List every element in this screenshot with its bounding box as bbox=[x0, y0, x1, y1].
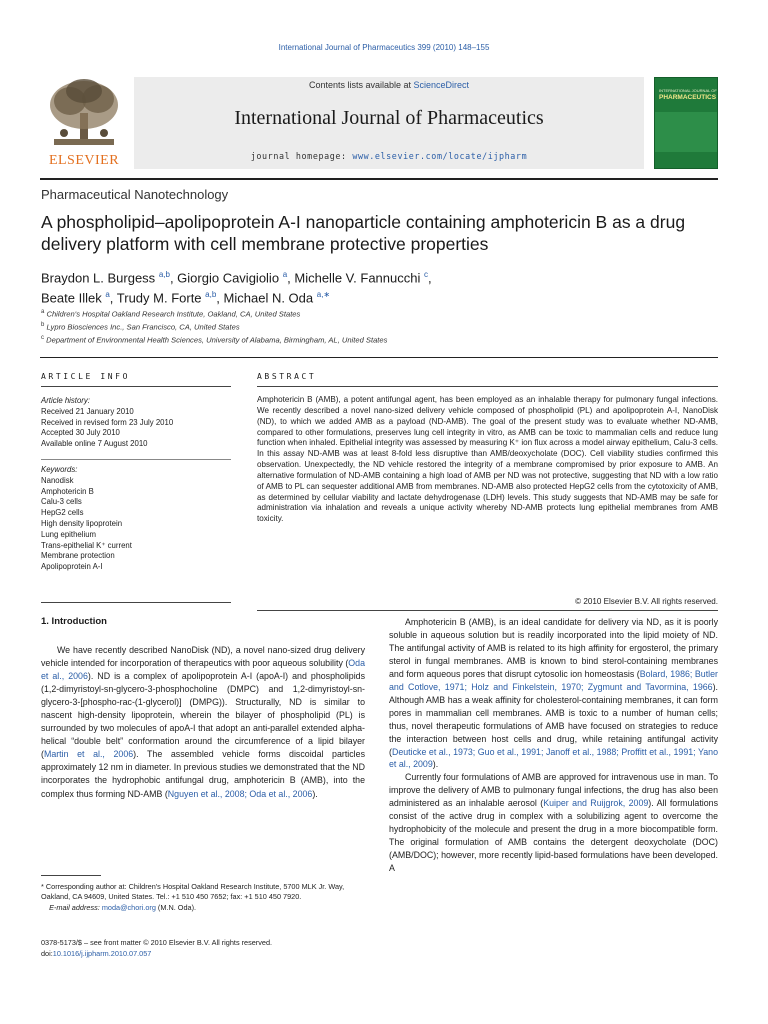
author-affiliation-marker[interactable]: a bbox=[282, 270, 288, 279]
affiliation-item bbox=[41, 320, 721, 333]
author-affiliation-marker[interactable]: c bbox=[423, 270, 428, 279]
abstract-rule bbox=[257, 386, 718, 387]
abstract-copyright: © 2010 Elsevier B.V. All rights reserved. bbox=[575, 597, 718, 606]
affiliation-marker: a bbox=[41, 309, 45, 315]
elsevier-tree-logo[interactable] bbox=[40, 77, 128, 169]
article-info-bottom-rule bbox=[41, 602, 231, 603]
affiliation-marker: c bbox=[41, 335, 44, 342]
affiliation-text: Department of Environmental Health Sciences, University of Alabama, Birmingham, AL, United States bbox=[46, 335, 388, 345]
citation-link[interactable]: Deuticke et al., 1973; Guo et al., 1991; Janoff et al., 1988; Proffitt et al., 1991; Yano et al., 2009 bbox=[389, 746, 718, 770]
journal-citation[interactable]: International Journal of Pharmaceutics 399 (2010) 148–155 bbox=[278, 43, 490, 52]
contents-available-line bbox=[134, 80, 644, 90]
affiliation-text: Children's Hospital Oakland Research Institute, Oakland, CA, United States bbox=[46, 309, 301, 319]
issn-block bbox=[41, 937, 371, 960]
citation-link[interactable]: Bolard, 1986; Butler and Cotlove, 1971; Holz and Finkelstein, 1970; Zygmunt and Tavormina, 1966 bbox=[389, 668, 718, 692]
journal-title: International Journal of Pharmaceutics bbox=[234, 107, 544, 129]
affiliation-list bbox=[41, 307, 721, 346]
author-affiliation-marker[interactable]: a bbox=[105, 290, 110, 300]
keyword-item: High density lipoprotein bbox=[41, 518, 123, 528]
citation-link[interactable]: Oda et al., 2006 bbox=[41, 658, 365, 682]
keyword-list bbox=[41, 465, 231, 573]
citation-link[interactable]: Kuiper and Ruijgrok, 2009 bbox=[543, 798, 649, 809]
journal-homepage-line bbox=[134, 151, 644, 161]
doi-link[interactable]: 10.1016/j.ijpharm.2010.07.057 bbox=[52, 949, 152, 959]
keyword-item: Amphotericin B bbox=[41, 486, 94, 496]
abstract-bottom-rule bbox=[257, 610, 718, 611]
author-name: Giorgio Cavigiolio bbox=[177, 270, 280, 286]
keyword-item: HepG2 cells bbox=[41, 508, 84, 518]
header-divider bbox=[40, 178, 718, 180]
contents-prefix: Contents lists available at bbox=[308, 80, 414, 90]
history-item: Received 21 January 2010 bbox=[41, 406, 134, 416]
keyword-item: Lung epithelium bbox=[41, 529, 97, 539]
journal-header bbox=[40, 77, 718, 169]
author-name: Beate Illek bbox=[41, 290, 102, 306]
keyword-item: Membrane protection bbox=[41, 551, 115, 561]
citation-link[interactable]: Martin et al., 2006 bbox=[43, 749, 134, 760]
history-divider bbox=[41, 459, 231, 460]
introduction-paragraph: We have recently described NanoDisk (ND), a novel nano-sized drug delivery vehicle intended for incorporation of therapeutics with poor aqueous solubility (Oda et al., 2006). ND is a complex of apolipoprotein A-I (apoA-I) and phospholipids (1,2-dimyristoyl-sn-glycero-3-phosphocholine (DMPC) and 1,2-dimyristoyl-sn-glycero-3-[phospho-rac-(1-glycerol)] (DMPG)). Structurally, ND is similar to nascent high-density lipoprotein, wherein the bilayer of phospholipid (PL) is surrounded by two molecules of apoA-I that adopt an anti-parallel extended alpha-helical “double belt” conformation around the circumference of a lipid bilayer (Martin et al., 2006). The assembled vehicle forms discoidal particles approximately 12 nm in diameter. In previous studies we demonstrated that the ND incorporates the hydrophobic antifungal drug, amphotericin B (AMB), into the complex thus forming ND-AMB (Nguyen et al., 2008; Oda et al., 2006). bbox=[41, 645, 365, 799]
journal-banner bbox=[134, 77, 644, 169]
citation-link[interactable]: Nguyen et al., 2008; Oda et al., 2006 bbox=[167, 788, 313, 799]
cover-line-2: PHARMACEUTICS bbox=[659, 94, 717, 101]
introduction-paragraph: Currently four formulations of AMB are approved for intravenous use in man. To improve the delivery of AMB to pulmonary fungal infections, the drug has also been administered as an inhalable aerosol (Kuiper and Ruijgrok, 2009). All formulations consist of the active drug in complex with a solubilizing agent to overcome the hydrophobicity of the molecule and present the drug in a more biocompatible form. The original formulation of AMB contains the detergent deoxycholate (DOC) (AMB/DOC); however, more recently lipid-based formulations have been developed. A bbox=[389, 772, 719, 874]
journal-cover-thumbnail[interactable] bbox=[654, 77, 718, 169]
journal-homepage-link[interactable]: www.elsevier.com/locate/ijpharm bbox=[352, 151, 528, 161]
email-suffix: (M.N. Oda). bbox=[155, 902, 197, 912]
email-label: E-mail address: bbox=[49, 902, 102, 912]
introduction-paragraph: Amphotericin B (AMB), is an ideal candidate for delivery via ND, as it is poorly soluble in aqueous solution but is readily incorporated into the lipid moiety of ND. The antifungal activity of AMB is related to its high affinity for ergosterol, the primary sterol in fungal membranes. AMB is known to bind sterol-containing membranes and form aqueous pores that disrupt cytosolic ion homeostasis (Bolard, 1986; Butler and Cotlove, 1971; Holz and Finkelstein, 1970; Zygmunt and Tavormina, 1966). Although AMB has a weak affinity for cholesterol-containing membranes, it can form pores in mammalian cell membranes. AMB is toxic to a number of human cells; thus, novel therapeutic formulations of AMB have focused on strategies to reduce the interaction between host cells and drug, while retaining antifungal activity (Deuticke et al., 1973; Guo et al., 1991; Janoff et al., 1988; Proffitt et al., 1991; Yano et al., 2009). bbox=[389, 617, 718, 770]
email-link[interactable]: moda@chori.org bbox=[101, 902, 156, 912]
affiliation-text: Lypro Biosciences Inc., San Francisco, CA, United States bbox=[46, 322, 240, 332]
body-column-left bbox=[41, 644, 365, 801]
article-history bbox=[41, 396, 231, 450]
affiliation-marker: b bbox=[41, 322, 45, 329]
author-list: Braydon L. Burgess $^{a,b}$, Giorgio Cavigiolio $^a$, Michelle V. Fannucchi $^c$, Beate Illek $^a$, Trudy M. Forte $^{a,b}$, Michael N. Oda $^{a,∗}$ bbox=[41, 270, 432, 306]
corresponding-author-footnote bbox=[41, 882, 367, 913]
sciencedirect-link[interactable]: ScienceDirect bbox=[413, 80, 470, 90]
abstract-heading: ABSTRACT bbox=[257, 372, 317, 381]
history-label: Article history: bbox=[41, 396, 90, 405]
author-affiliation-marker[interactable]: a,∗ bbox=[316, 290, 331, 300]
front-matter-divider bbox=[40, 357, 718, 358]
keyword-item: Nanodisk bbox=[41, 475, 74, 485]
article-info-rule bbox=[41, 386, 231, 387]
corresponding-author-text: * Corresponding author at: Children's Hospital Oakland Research Institute, 5700 MLK Jr. Way, Oakland, CA 94609, United States. Tel.: +1 510 450 7652; fax: +1 510 450 7920. bbox=[41, 882, 345, 902]
history-item: Received in revised form 23 July 2010 bbox=[41, 417, 174, 427]
author-name: Michelle V. Fannucchi bbox=[294, 270, 421, 286]
cover-line-1: INTERNATIONAL JOURNAL OF bbox=[659, 88, 717, 93]
cover-band bbox=[655, 112, 717, 152]
keywords-label: Keywords: bbox=[41, 465, 78, 474]
article-title: A phospholipid–apolipoprotein A-I nanoparticle containing amphotericin B as a drug delivery platform with cell membrane protective properties bbox=[41, 212, 686, 254]
affiliation-item bbox=[41, 333, 721, 346]
author-name: Trudy M. Forte bbox=[116, 290, 202, 306]
email-line bbox=[41, 903, 367, 913]
author-name: Michael N. Oda bbox=[223, 290, 314, 306]
author-affiliation-marker[interactable]: a,b bbox=[158, 270, 170, 279]
introduction-heading: 1. Introduction bbox=[41, 616, 107, 627]
doi-line bbox=[41, 948, 371, 959]
doi-prefix: doi: bbox=[41, 949, 53, 959]
elsevier-wordmark: ELSEVIER bbox=[48, 153, 120, 168]
footnote-rule bbox=[41, 875, 101, 876]
author-name: Braydon L. Burgess bbox=[41, 270, 156, 286]
history-item: Accepted 30 July 2010 bbox=[41, 428, 120, 438]
keyword-item: Trans-epithelial K⁺ current bbox=[41, 540, 132, 550]
author-affiliation-marker[interactable]: a,b bbox=[205, 290, 217, 300]
history-item: Available online 7 August 2010 bbox=[41, 439, 148, 449]
abstract-body: Amphotericin B (AMB), a potent antifungal agent, has been employed as an inhalable therapy for pulmonary fungal infections. We recently described a novel nano-sized delivery vehicle composed of phospholipid (PL) and apolipoprotein A-I, NanoDisk (ND), to which we added AMB as a payload (ND-AMB). The goal of the present study was to evaluate whether ND-AMB, compared to other formulations, preserves lung cell integrity in vitro, as AMB can be toxic to mammalian cells and reduce lung function when inhaled. Epithelial integrity was assessed by measuring K⁺ ion flux across a model airway epithelium, Calu-3 cells. In this assay ND-AMB was at least 8-fold less disruptive than AMB/deoxycholate (DOC). Cell viability studies confirmed this observation. Unexpectedly, the ND vehicle restored the integrity of a membrane compromised by prior exposure to AMB. An alternative formulation of ND-AMB containing a high load of AMB per ND was not protective, suggesting that ND with a low ratio of AMB to PL can sequester additional AMB from membranes. ND-AMB also protected HepG2 cells from the cytotoxicity of AMB, as determined by cellular viability and lactate dehydrogenase (LDH) levels. This study suggests that ND-AMB may be safe for administration via inhalation and reveals a unique activity whereby ND-AMB protects lung epithelial membranes from AMB toxicity. bbox=[257, 395, 718, 524]
article-info-heading: ARTICLE INFO bbox=[41, 372, 130, 381]
affiliation-item bbox=[41, 307, 721, 320]
keyword-item: Calu-3 cells bbox=[41, 497, 82, 507]
body-column-right bbox=[389, 616, 718, 875]
issn-line: 0378-5173/$ – see front matter © 2010 Elsevier B.V. All rights reserved. bbox=[41, 938, 273, 947]
homepage-prefix: journal homepage: bbox=[250, 151, 353, 161]
article-section: Pharmaceutical Nanotechnology bbox=[41, 187, 229, 202]
keyword-item: Apolipoprotein A-I bbox=[41, 562, 103, 572]
